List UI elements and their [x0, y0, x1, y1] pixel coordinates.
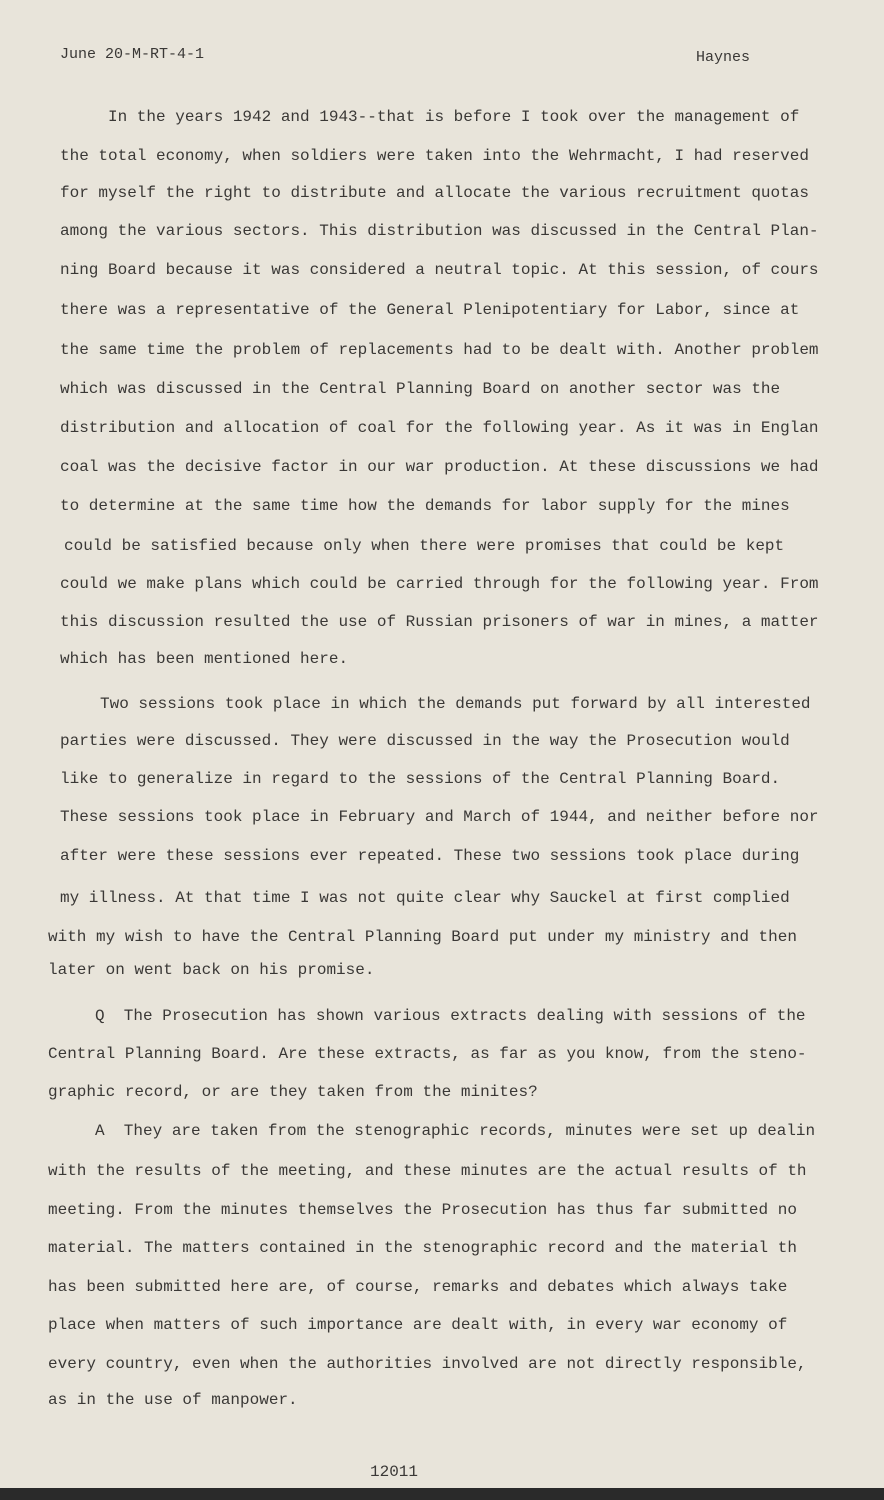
text-line: which has been mentioned here.: [60, 650, 349, 668]
text-line: ning Board because it was considered a neutral topic. At this session, of cours: [60, 261, 819, 279]
text-line: every country, even when the authorities involved are not directly responsible,: [48, 1355, 807, 1373]
text-line: like to generalize in regard to the sessions of the Central Planning Board.: [60, 770, 781, 788]
text-line: the same time the problem of replacements had to be dealt with. Another problem: [60, 341, 819, 359]
header-reference: June 20-M-RT-4-1: [60, 46, 205, 63]
text-line: after were these sessions ever repeated. These two sessions took place during: [60, 847, 800, 865]
text-line: coal was the decisive factor in our war production. At these discussions we had: [60, 458, 819, 476]
text-line: could we make plans which could be carried through for the following year. From: [60, 575, 819, 593]
text-line: Two sessions took place in which the demands put forward by all interested: [100, 695, 811, 713]
text-line: my illness. At that time I was not quite clear why Sauckel at first complied: [60, 889, 790, 907]
text-line: material. The matters contained in the stenographic record and the material th: [48, 1239, 797, 1257]
header-reporter: Haynes: [696, 49, 751, 66]
scan-edge: [0, 1488, 884, 1500]
text-line: parties were discussed. They were discussed in the way the Prosecution would: [60, 732, 790, 750]
text-line: the total economy, when soldiers were taken into the Wehrmacht, I had reserved: [60, 147, 809, 165]
text-line: These sessions took place in February and March of 1944, and neither before nor: [60, 808, 819, 826]
text-line: meeting. From the minutes themselves the Prosecution has thus far submitted no: [48, 1201, 797, 1219]
text-line: this discussion resulted the use of Russian prisoners of war in mines, a matter: [60, 613, 819, 631]
text-line: A They are taken from the stenographic records, minutes were set up dealin: [95, 1122, 816, 1140]
text-line: with the results of the meeting, and these minutes are the actual results of th: [48, 1162, 807, 1180]
text-line: later on went back on his promise.: [48, 961, 375, 979]
text-line: there was a representative of the General Plenipotentiary for Labor, since at: [60, 301, 800, 319]
text-line: with my wish to have the Central Planning Board put under my ministry and then: [48, 928, 797, 946]
text-line: has been submitted here are, of course, remarks and debates which always take: [48, 1278, 788, 1296]
page-number: 12011: [370, 1463, 419, 1481]
text-line: as in the use of manpower.: [48, 1391, 298, 1409]
text-line: which was discussed in the Central Planning Board on another sector was the: [60, 380, 781, 398]
text-line: among the various sectors. This distribution was discussed in the Central Plan-: [60, 222, 819, 240]
text-line: for myself the right to distribute and allocate the various recruitment quotas: [60, 184, 809, 202]
text-line: distribution and allocation of coal for the following year. As it was in Englan: [60, 419, 819, 437]
text-line: could be satisfied because only when there were promises that could be kept: [64, 537, 785, 555]
text-line: Central Planning Board. Are these extracts, as far as you know, from the steno-: [48, 1045, 807, 1063]
text-line: place when matters of such importance are dealt with, in every war economy of: [48, 1316, 788, 1334]
text-line: Q The Prosecution has shown various extracts dealing with sessions of the: [95, 1007, 806, 1025]
text-line: In the years 1942 and 1943--that is before I took over the management of: [108, 108, 800, 126]
text-line: to determine at the same time how the demands for labor supply for the mines: [60, 497, 790, 515]
text-line: graphic record, or are they taken from the minites?: [48, 1083, 538, 1101]
